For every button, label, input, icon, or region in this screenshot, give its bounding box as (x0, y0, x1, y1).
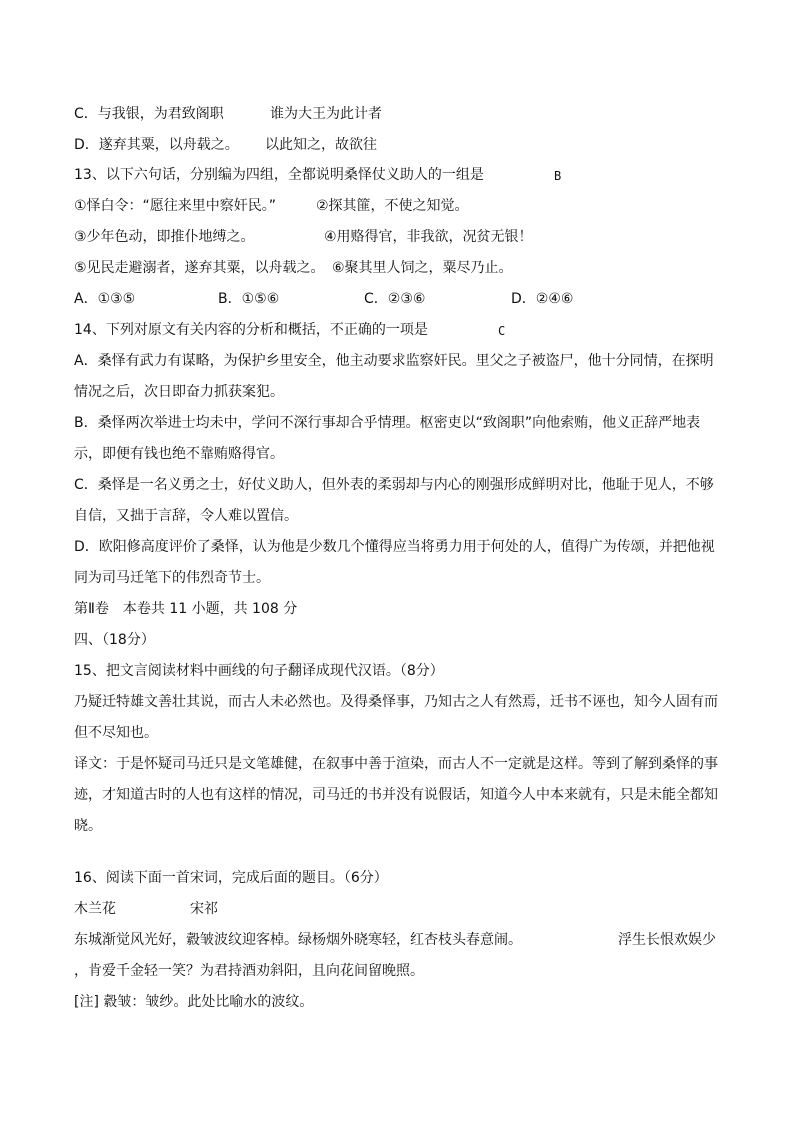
q15-translation-text-3: 晓。 (74, 818, 102, 834)
q15-translation-line-3 (74, 817, 102, 835)
q13-choice-c: C．②③⑥ (364, 291, 426, 307)
q15-translation-text-1: 译文：于是怀疑司马迁只是文笔雄健，在叙事中善于渲染，而古人不一定就是这样。等到了解到桑怿的事 (74, 756, 718, 772)
q13-choice-b: B．①⑤⑥ (218, 291, 280, 307)
poem-title-line (74, 900, 218, 918)
q13-item-5: ⑤见民走避溺者，遂弃其粟，以舟载之。 (74, 260, 325, 276)
q13-items-row-2 (74, 228, 533, 246)
question-15 (74, 662, 444, 680)
section-4-heading (74, 631, 155, 649)
q14-option-d-text-1: D．欧阳修高度评价了桑怿，认为他是少数几个懂得应当将勇力用于何处的人，值得广为传颂，并把他视 (74, 539, 715, 555)
volume-2-heading (74, 600, 297, 618)
poem-text-1: 东城渐觉风光好，縠皱波纹迎客棹。绿杨烟外晓寒轻，红杏枝头春意闹。 (74, 932, 522, 948)
q14-option-c-line-1 (74, 476, 714, 494)
q13-choices (74, 290, 574, 308)
question-14-answer: C (498, 324, 506, 338)
q14-option-b-line-1 (74, 414, 700, 432)
poem-author: 宋祁 (190, 901, 218, 917)
q14-option-d-text-2: 同为司马迁笔下的伟烈奇节士。 (74, 570, 270, 586)
q14-option-a-line-1 (74, 352, 714, 370)
q14-option-c-text-2: 自信，又拙于言辞，令人难以置信。 (74, 508, 298, 524)
option-c-pair: 谁为大王为此计者 (270, 106, 382, 122)
poem-text-2: ，肯爱千金轻一笑？为君持酒劝斜阳，且向花间留晚照。 (74, 963, 424, 979)
question-16-text: 16、阅读下面一首宋词，完成后面的题目。（6分） (74, 870, 388, 886)
q15-source-line-2 (74, 724, 158, 742)
q13-item-3: ③少年色动，即推仆地缚之。 (74, 229, 255, 245)
question-15-text: 15、把文言阅读材料中画线的句子翻译成现代汉语。（8分） (74, 663, 444, 679)
q15-source-text-2: 但不尽知也。 (74, 725, 158, 741)
q14-option-d-line-1 (74, 538, 715, 556)
q15-translation-line-1 (74, 755, 718, 773)
poem-text-1-tail: 浮生长恨欢娱少 (618, 932, 716, 948)
question-13 (74, 166, 562, 184)
q13-item-1: ①怿白令：“愿往来里中察奸民。” (74, 198, 277, 214)
q15-source-line-1 (74, 693, 718, 711)
q14-option-b-text-1: B．桑怿两次举进士均未中，学问不深行事却合乎情理。枢密吏以“致阁职”向他索贿，他义正辞严地表 (74, 415, 701, 431)
q15-translation-text-2: 迹，才知道古时的人也有这样的情况，司马迁的书并没有说假话，知道今人中本来就有，只是未能全都知 (74, 787, 718, 803)
q15-source-text-1: 乃疑迁特雄文善壮其说，而古人未必然也。及得桑怿事，乃知古之人有然焉，迁书不诬也，知今人固有而 (74, 694, 718, 710)
q14-option-b-text-2: 示，即便有钱也绝不靠贿赂得官。 (74, 446, 284, 462)
q13-item-6: ⑥聚其里人饲之，粟尽乃止。 (332, 260, 513, 276)
q14-option-b-line-2 (74, 445, 284, 463)
q13-item-2: ②探其篚，不使之知觉。 (316, 198, 469, 214)
q13-items-row-3 (74, 259, 513, 277)
poem-note (74, 993, 313, 1011)
q14-option-d-line-2 (74, 569, 270, 587)
q14-option-a-text-1: A．桑怿有武力有谋略，为保护乡里安全，他主动要求监察奸民。里父之子被盗尸，他十分同情，在探明 (74, 353, 714, 369)
option-d-text: D．遂弃其粟，以舟载之。 (74, 137, 239, 153)
volume-2-text: 第Ⅱ卷 本卷共 11 小题，共 108 分 (74, 601, 298, 617)
q13-items-row-1 (74, 197, 469, 215)
section-4-text: 四、（18分） (74, 632, 155, 648)
q13-choice-a: A．①③⑤ (74, 291, 136, 307)
poem-line-1 (74, 931, 716, 949)
option-c-line (74, 105, 382, 123)
option-c-text: C．与我银，为君致阁职 (74, 106, 224, 122)
option-d-line (74, 136, 377, 154)
question-16 (74, 869, 388, 887)
q15-translation-line-2 (74, 786, 718, 804)
q14-option-a-text-2: 情况之后，次日即奋力抓获案犯。 (74, 384, 284, 400)
q14-option-c-line-2 (74, 507, 298, 525)
question-13-answer: B (554, 169, 562, 183)
q14-option-a-line-2 (74, 383, 284, 401)
q13-item-4: ④用赂得官，非我欲，况贫无银！ (324, 229, 533, 245)
q14-option-c-text-1: C．桑怿是一名义勇之士，好仗义助人，但外表的柔弱却与内心的刚强形成鲜明对比，他耻于见人，不够 (74, 477, 714, 493)
q13-choice-d: D．②④⑥ (511, 291, 574, 307)
poem-title: 木兰花 (74, 901, 116, 917)
question-13-text: 13、以下六句话，分别编为四组，全都说明桑怿仗义助人的一组是 (74, 167, 484, 183)
poem-note-text: [注] 縠皱：皱纱。此处比喻水的波纹。 (74, 994, 314, 1010)
option-d-pair: 以此知之，故欲往 (265, 137, 377, 153)
poem-line-2 (74, 962, 424, 980)
question-14 (74, 321, 506, 339)
question-14-text: 14、下列对原文有关内容的分析和概括，不正确的一项是 (74, 322, 428, 338)
